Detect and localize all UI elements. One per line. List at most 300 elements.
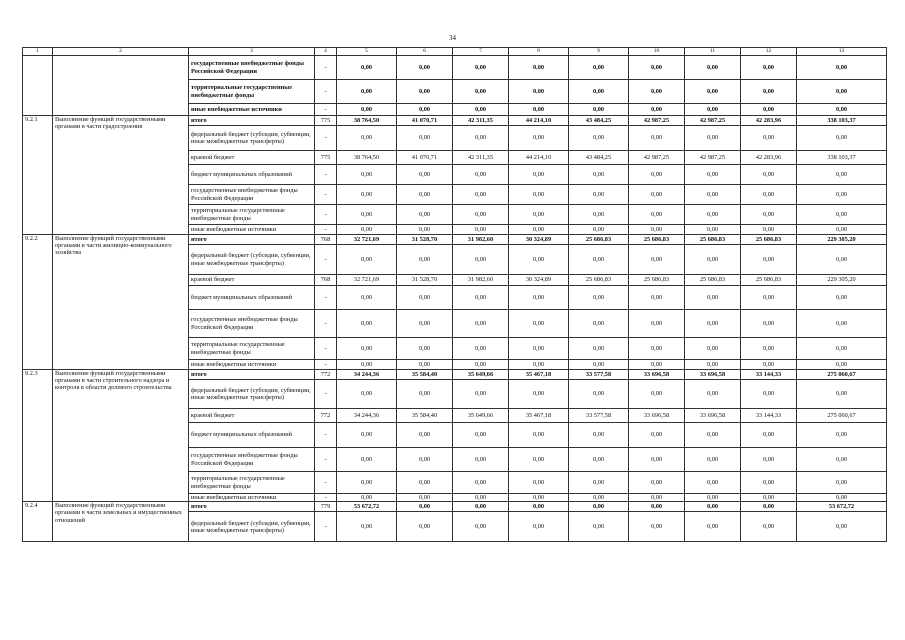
year-value: 0,00 [569, 512, 629, 542]
year-value: 0,00 [741, 310, 797, 338]
year-value: 0,00 [337, 225, 397, 235]
year-value: 32 721,69 [337, 235, 397, 245]
year-value: 33 696,58 [629, 409, 685, 423]
year-value: 0,00 [569, 126, 629, 151]
year-value: 0,00 [629, 360, 685, 370]
table-row [23, 56, 887, 80]
year-value: 0,00 [337, 360, 397, 370]
column-number: 9 [569, 48, 629, 56]
year-value: 25 686,83 [685, 235, 741, 245]
year-value: 0,00 [569, 104, 629, 116]
column-number: 8 [509, 48, 569, 56]
year-value: 0,00 [397, 104, 453, 116]
total-value: 53 672,72 [797, 502, 887, 512]
budget-code: - [315, 225, 337, 235]
year-value: 0,00 [685, 286, 741, 310]
year-value: 0,00 [509, 104, 569, 116]
year-value: 0,00 [337, 494, 397, 502]
total-value: 0,00 [797, 165, 887, 185]
funding-source: итого [189, 370, 315, 380]
total-value: 338 103,37 [797, 116, 887, 126]
year-value: 0,00 [685, 80, 741, 104]
year-value: 33 577,58 [569, 370, 629, 380]
year-value: 0,00 [685, 104, 741, 116]
year-value: 0,00 [685, 448, 741, 472]
funding-source: иные внебюджетные источники [189, 494, 315, 502]
funding-source: итого [189, 116, 315, 126]
year-value: 0,00 [453, 502, 509, 512]
year-value: 0,00 [569, 380, 629, 409]
section-code: 9.2.4 [23, 502, 53, 542]
year-value: 0,00 [453, 380, 509, 409]
total-value: 275 060,67 [797, 370, 887, 380]
year-value: 25 686,83 [569, 275, 629, 286]
funding-source: федеральный бюджет (субсидии, субвенции, иные межбюджетные трансферты) [189, 512, 315, 542]
year-value: 33 696,58 [629, 370, 685, 380]
year-value: 0,00 [397, 502, 453, 512]
year-value: 33 696,58 [685, 409, 741, 423]
column-number: 1 [23, 48, 53, 56]
year-value: 25 686,83 [629, 235, 685, 245]
year-value: 0,00 [397, 126, 453, 151]
year-value: 0,00 [337, 310, 397, 338]
year-value: 0,00 [685, 225, 741, 235]
year-value: 0,00 [685, 360, 741, 370]
total-value: 0,00 [797, 338, 887, 360]
year-value: 0,00 [453, 225, 509, 235]
column-number: 13 [797, 48, 887, 56]
funding-source: иные внебюджетные источники [189, 360, 315, 370]
year-value: 0,00 [741, 448, 797, 472]
year-value: 0,00 [685, 205, 741, 225]
year-value: 0,00 [453, 80, 509, 104]
year-value: 0,00 [337, 205, 397, 225]
year-value: 0,00 [741, 165, 797, 185]
year-value: 53 672,72 [337, 502, 397, 512]
year-value: 25 686,83 [629, 275, 685, 286]
year-value: 0,00 [741, 205, 797, 225]
year-value: 42 283,96 [741, 151, 797, 165]
year-value: 0,00 [741, 185, 797, 205]
year-value: 0,00 [337, 286, 397, 310]
year-value: 42 311,35 [453, 151, 509, 165]
year-value: 25 686,83 [741, 275, 797, 286]
budget-code: - [315, 185, 337, 205]
year-value: 0,00 [397, 380, 453, 409]
funding-source: территориальные государственные внебюджетные фонды [189, 472, 315, 494]
total-value: 0,00 [797, 80, 887, 104]
year-value: 0,00 [337, 423, 397, 448]
year-value: 0,00 [629, 104, 685, 116]
budget-code: - [315, 472, 337, 494]
year-value: 0,00 [453, 245, 509, 275]
year-value: 0,00 [741, 286, 797, 310]
total-value: 275 060,67 [797, 409, 887, 423]
total-value: 338 103,37 [797, 151, 887, 165]
year-value: 38 764,50 [337, 151, 397, 165]
year-value: 0,00 [569, 338, 629, 360]
total-value: 0,00 [797, 423, 887, 448]
budget-code: - [315, 286, 337, 310]
budget-code: 775 [315, 116, 337, 126]
total-value: 0,00 [797, 310, 887, 338]
budget-code: - [315, 80, 337, 104]
year-value: 0,00 [397, 225, 453, 235]
year-value: 0,00 [397, 338, 453, 360]
funding-source: краевой бюджет [189, 151, 315, 165]
column-number: 2 [53, 48, 189, 56]
year-value: 0,00 [741, 104, 797, 116]
total-value: 0,00 [797, 286, 887, 310]
year-value: 42 987,25 [629, 116, 685, 126]
year-value: 0,00 [509, 380, 569, 409]
year-value: 0,00 [629, 502, 685, 512]
year-value: 33 144,33 [741, 370, 797, 380]
table-row [23, 370, 887, 380]
year-value: 0,00 [741, 502, 797, 512]
table-row [23, 502, 887, 512]
year-value: 0,00 [453, 286, 509, 310]
total-value: 0,00 [797, 448, 887, 472]
funding-source: краевой бюджет [189, 275, 315, 286]
budget-code: 768 [315, 235, 337, 245]
year-value: 0,00 [337, 380, 397, 409]
column-number: 3 [189, 48, 315, 56]
year-value: 34 244,36 [337, 370, 397, 380]
year-value: 0,00 [741, 472, 797, 494]
year-value: 41 070,71 [397, 116, 453, 126]
column-number: 7 [453, 48, 509, 56]
year-value: 0,00 [569, 80, 629, 104]
year-value: 0,00 [509, 80, 569, 104]
year-value: 0,00 [569, 286, 629, 310]
year-value: 0,00 [397, 310, 453, 338]
year-value: 0,00 [453, 494, 509, 502]
total-value: 0,00 [797, 494, 887, 502]
section-code: 9.2.2 [23, 235, 53, 370]
year-value: 0,00 [569, 56, 629, 80]
year-value: 0,00 [629, 165, 685, 185]
year-value: 43 484,25 [569, 116, 629, 126]
year-value: 0,00 [741, 80, 797, 104]
year-value: 0,00 [741, 245, 797, 275]
funding-source: итого [189, 235, 315, 245]
year-value: 33 144,33 [741, 409, 797, 423]
year-value: 42 987,25 [685, 151, 741, 165]
year-value: 0,00 [685, 472, 741, 494]
budget-code: - [315, 56, 337, 80]
year-value: 34 244,36 [337, 409, 397, 423]
year-value: 42 987,25 [629, 151, 685, 165]
budget-code: - [315, 310, 337, 338]
year-value: 0,00 [453, 205, 509, 225]
year-value: 0,00 [569, 360, 629, 370]
funding-source: государственные внебюджетные фонды Российской Федерации [189, 310, 315, 338]
total-value: 229 305,20 [797, 235, 887, 245]
year-value: 0,00 [509, 126, 569, 151]
funding-source: государственные внебюджетные фонды Российской Федерации [189, 448, 315, 472]
budget-code: - [315, 423, 337, 448]
year-value: 0,00 [569, 185, 629, 205]
column-number: 11 [685, 48, 741, 56]
year-value: 0,00 [397, 80, 453, 104]
year-value: 35 584,40 [397, 370, 453, 380]
year-value: 33 696,58 [685, 370, 741, 380]
year-value: 44 214,10 [509, 116, 569, 126]
year-value: 0,00 [741, 423, 797, 448]
year-value: 0,00 [509, 338, 569, 360]
funding-source: итого [189, 502, 315, 512]
year-value: 31 528,70 [397, 235, 453, 245]
year-value: 0,00 [685, 502, 741, 512]
total-value: 0,00 [797, 512, 887, 542]
year-value: 0,00 [509, 448, 569, 472]
year-value: 0,00 [453, 360, 509, 370]
budget-code: - [315, 494, 337, 502]
year-value: 0,00 [337, 80, 397, 104]
year-value: 31 982,60 [453, 235, 509, 245]
year-value: 0,00 [509, 472, 569, 494]
year-value: 0,00 [453, 338, 509, 360]
year-value: 0,00 [453, 448, 509, 472]
column-number: 6 [397, 48, 453, 56]
year-value: 0,00 [509, 310, 569, 338]
year-value: 0,00 [569, 423, 629, 448]
year-value: 32 721,69 [337, 275, 397, 286]
year-value: 0,00 [685, 185, 741, 205]
column-number: 5 [337, 48, 397, 56]
budget-code: - [315, 380, 337, 409]
year-value: 0,00 [453, 165, 509, 185]
section-code [23, 56, 53, 116]
year-value: 0,00 [337, 338, 397, 360]
year-value: 42 987,25 [685, 116, 741, 126]
year-value: 0,00 [685, 310, 741, 338]
budget-code: - [315, 448, 337, 472]
year-value: 0,00 [685, 380, 741, 409]
column-number-row [23, 48, 887, 56]
total-value: 0,00 [797, 245, 887, 275]
year-value: 0,00 [397, 448, 453, 472]
year-value: 0,00 [569, 205, 629, 225]
total-value: 0,00 [797, 126, 887, 151]
year-value: 0,00 [337, 448, 397, 472]
year-value: 0,00 [741, 494, 797, 502]
year-value: 0,00 [453, 185, 509, 205]
year-value: 0,00 [569, 310, 629, 338]
year-value: 0,00 [629, 245, 685, 275]
year-value: 31 528,70 [397, 275, 453, 286]
year-value: 43 484,25 [569, 151, 629, 165]
budget-code: - [315, 104, 337, 116]
budget-code: - [315, 512, 337, 542]
year-value: 0,00 [509, 423, 569, 448]
year-value: 33 577,58 [569, 409, 629, 423]
column-number: 12 [741, 48, 797, 56]
budget-code: 779 [315, 502, 337, 512]
section-name: Выполнение функций государственными органами в части строительного надзора и контроля в области долевого строительства [53, 370, 189, 502]
year-value: 0,00 [509, 360, 569, 370]
year-value: 0,00 [397, 360, 453, 370]
year-value: 0,00 [569, 245, 629, 275]
total-value: 0,00 [797, 56, 887, 80]
column-number: 10 [629, 48, 685, 56]
year-value: 0,00 [397, 472, 453, 494]
year-value: 0,00 [337, 185, 397, 205]
year-value: 0,00 [337, 104, 397, 116]
year-value: 0,00 [685, 165, 741, 185]
year-value: 35 584,40 [397, 409, 453, 423]
year-value: 0,00 [453, 512, 509, 542]
year-value: 0,00 [569, 472, 629, 494]
year-value: 0,00 [453, 423, 509, 448]
funding-source: бюджет муниципальных образований [189, 286, 315, 310]
section-name: Выполнение функций государственными органами в части жилищно-коммунального хозяйства [53, 235, 189, 370]
budget-code: 768 [315, 275, 337, 286]
funding-source: государственные внебюджетные фонды Российской Федерации [189, 56, 315, 80]
year-value: 0,00 [509, 245, 569, 275]
year-value: 35 649,66 [453, 409, 509, 423]
year-value: 38 764,50 [337, 116, 397, 126]
year-value: 0,00 [741, 512, 797, 542]
year-value: 0,00 [453, 56, 509, 80]
year-value: 25 686,83 [741, 235, 797, 245]
total-value: 0,00 [797, 185, 887, 205]
total-value: 0,00 [797, 205, 887, 225]
year-value: 35 467,18 [509, 370, 569, 380]
year-value: 0,00 [685, 126, 741, 151]
year-value: 0,00 [397, 165, 453, 185]
funding-source: федеральный бюджет (субсидии, субвенции, иные межбюджетные трансферты) [189, 245, 315, 275]
page-number: 34 [449, 34, 456, 42]
funding-source: государственные внебюджетные фонды Российской Федерации [189, 185, 315, 205]
funding-source: краевой бюджет [189, 409, 315, 423]
budget-code: 772 [315, 370, 337, 380]
total-value: 229 305,20 [797, 275, 887, 286]
year-value: 0,00 [629, 338, 685, 360]
year-value: 25 686,83 [569, 235, 629, 245]
funding-source: территориальные государственные внебюджетные фонды [189, 205, 315, 225]
budget-table [22, 47, 887, 542]
year-value: 0,00 [685, 512, 741, 542]
total-value: 0,00 [797, 104, 887, 116]
year-value: 0,00 [509, 185, 569, 205]
year-value: 0,00 [569, 225, 629, 235]
year-value: 0,00 [337, 245, 397, 275]
year-value: 35 467,18 [509, 409, 569, 423]
year-value: 0,00 [509, 286, 569, 310]
funding-source: территориальные государственные внебюджетные фонды [189, 80, 315, 104]
total-value: 0,00 [797, 225, 887, 235]
year-value: 30 324,89 [509, 235, 569, 245]
year-value: 0,00 [629, 205, 685, 225]
year-value: 0,00 [509, 494, 569, 502]
year-value: 0,00 [629, 494, 685, 502]
budget-code: 775 [315, 151, 337, 165]
year-value: 0,00 [685, 423, 741, 448]
year-value: 30 324,89 [509, 275, 569, 286]
year-value: 0,00 [337, 56, 397, 80]
year-value: 0,00 [509, 205, 569, 225]
year-value: 0,00 [509, 512, 569, 542]
year-value: 0,00 [685, 56, 741, 80]
year-value: 0,00 [337, 472, 397, 494]
budget-code: - [315, 245, 337, 275]
funding-source: федеральный бюджет (субсидии, субвенции, иные межбюджетные трансферты) [189, 126, 315, 151]
year-value: 0,00 [509, 56, 569, 80]
year-value: 0,00 [509, 502, 569, 512]
year-value: 0,00 [569, 448, 629, 472]
year-value: 31 982,60 [453, 275, 509, 286]
year-value: 0,00 [569, 165, 629, 185]
year-value: 0,00 [741, 56, 797, 80]
year-value: 0,00 [741, 338, 797, 360]
section-name: Выполнение функций государственными органами в части градостроения [53, 116, 189, 235]
year-value: 0,00 [397, 56, 453, 80]
budget-code: - [315, 205, 337, 225]
year-value: 0,00 [397, 423, 453, 448]
year-value: 0,00 [629, 310, 685, 338]
year-value: 0,00 [397, 512, 453, 542]
year-value: 0,00 [629, 80, 685, 104]
year-value: 35 649,66 [453, 370, 509, 380]
budget-code: - [315, 165, 337, 185]
year-value: 0,00 [629, 423, 685, 448]
column-number: 4 [315, 48, 337, 56]
budget-code: - [315, 126, 337, 151]
year-value: 0,00 [397, 205, 453, 225]
year-value: 0,00 [569, 494, 629, 502]
funding-source: федеральный бюджет (субсидии, субвенции, иные межбюджетные трансферты) [189, 380, 315, 409]
year-value: 0,00 [741, 225, 797, 235]
funding-source: бюджет муниципальных образований [189, 165, 315, 185]
funding-source: бюджет муниципальных образований [189, 423, 315, 448]
year-value: 0,00 [629, 286, 685, 310]
budget-code: 772 [315, 409, 337, 423]
total-value: 0,00 [797, 472, 887, 494]
year-value: 42 311,35 [453, 116, 509, 126]
total-value: 0,00 [797, 380, 887, 409]
section-code: 9.2.1 [23, 116, 53, 235]
section-name [53, 56, 189, 116]
funding-source: иные внебюджетные источники [189, 104, 315, 116]
year-value: 0,00 [397, 494, 453, 502]
year-value: 0,00 [569, 502, 629, 512]
year-value: 0,00 [453, 472, 509, 494]
total-value: 0,00 [797, 360, 887, 370]
year-value: 0,00 [509, 165, 569, 185]
budget-code: - [315, 338, 337, 360]
year-value: 0,00 [629, 225, 685, 235]
year-value: 0,00 [337, 165, 397, 185]
year-value: 0,00 [685, 494, 741, 502]
funding-source: иные внебюджетные источники [189, 225, 315, 235]
year-value: 0,00 [685, 338, 741, 360]
year-value: 0,00 [453, 310, 509, 338]
year-value: 0,00 [337, 512, 397, 542]
year-value: 0,00 [629, 512, 685, 542]
funding-source: территориальные государственные внебюджетные фонды [189, 338, 315, 360]
section-code: 9.2.3 [23, 370, 53, 502]
budget-code: - [315, 360, 337, 370]
year-value: 0,00 [397, 245, 453, 275]
table-body [23, 48, 887, 542]
table-row [23, 235, 887, 245]
table-row [23, 116, 887, 126]
year-value: 0,00 [629, 126, 685, 151]
year-value: 0,00 [629, 380, 685, 409]
year-value: 0,00 [685, 245, 741, 275]
